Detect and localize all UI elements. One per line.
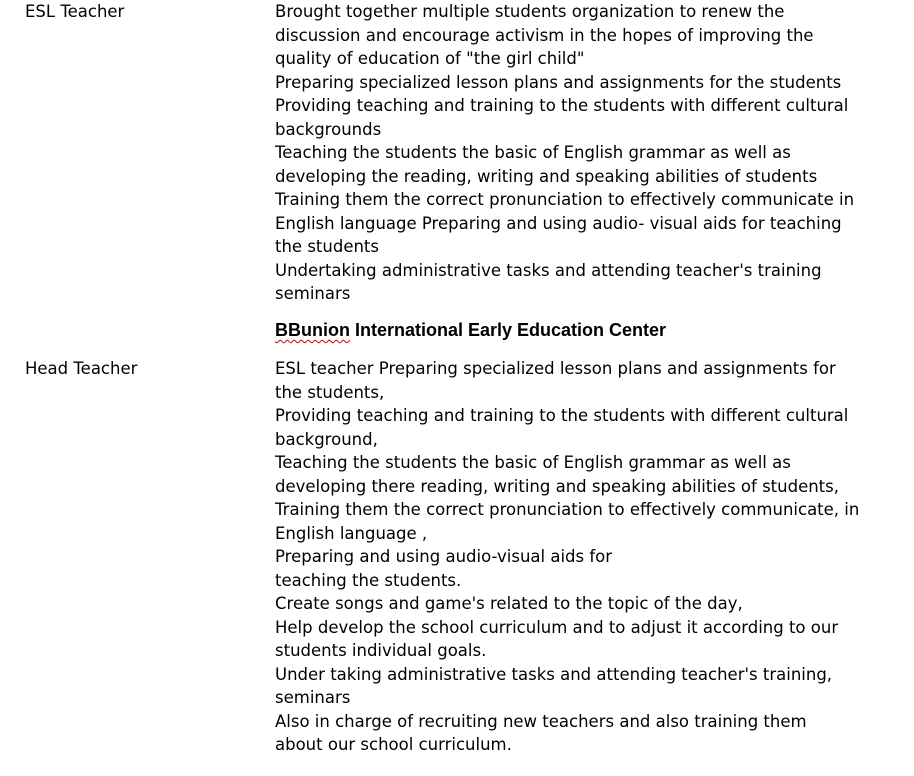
duty-line: English language Preparing and using audio- visual aids for teaching <box>275 213 842 233</box>
duty-line: Undertaking administrative tasks and attending teacher's training <box>275 260 822 280</box>
company-name-misspelled-word: BBunion <box>275 320 350 340</box>
company-name-rest: International Early Education Center <box>349 320 667 340</box>
duty-line: Also in charge of recruiting new teachers and also training them <box>275 711 807 731</box>
duty-line: ESL teacher Preparing specialized lesson plans and assignments for <box>275 359 836 378</box>
duty-line: about our school curriculum. <box>275 735 512 754</box>
duty-line: developing the reading, writing and speaking abilities of students <box>275 166 818 186</box>
duty-line: Brought together multiple students organization to renew the <box>275 2 785 21</box>
duty-line: developing there reading, writing and speaking abilities of students, <box>275 476 839 496</box>
duty-line: Training them the correct pronunciation to effectively communicate in <box>275 190 855 209</box>
duty-line: backgrounds <box>275 119 382 139</box>
duty-line: seminars <box>275 688 351 707</box>
duty-line: Help develop the school curriculum and to adjust it according to our <box>275 617 839 637</box>
job-title-esl-teacher: ESL Teacher <box>25 2 125 21</box>
duty-line: seminars <box>275 284 351 303</box>
duty-line: Teaching the students the basic of English grammar as well as <box>275 143 791 162</box>
duty-line: the students <box>275 237 379 256</box>
duty-line: quality of education of "the girl child" <box>275 49 585 68</box>
duty-line: discussion and encourage activism in the hopes of improving the <box>275 25 814 45</box>
duty-line: Training them the correct pronunciation to effectively communicate, in <box>275 500 860 519</box>
duty-line: Create songs and game's related to the topic of the day, <box>275 594 743 613</box>
job-title-head-teacher: Head Teacher <box>25 359 138 378</box>
duty-line: students individual goals. <box>275 641 487 660</box>
duty-line: Providing teaching and training to the students with different cultural <box>275 96 849 115</box>
head-teacher-duties <box>275 357 905 757</box>
company-name <box>275 320 666 341</box>
duty-line: Under taking administrative tasks and attending teacher's training, <box>275 664 833 684</box>
duty-line: Preparing specialized lesson plans and assignments for the students <box>275 72 842 92</box>
duty-line: the students, <box>275 382 385 402</box>
esl-teacher-duties <box>275 0 905 306</box>
duty-line: teaching the students. <box>275 570 462 590</box>
duty-line: background, <box>275 429 378 449</box>
duty-line: Preparing and using audio-visual aids for <box>275 547 613 566</box>
duty-line: Providing teaching and training to the students with different cultural <box>275 406 849 425</box>
duty-line: English language , <box>275 523 428 543</box>
duty-line: Teaching the students the basic of English grammar as well as <box>275 453 791 472</box>
